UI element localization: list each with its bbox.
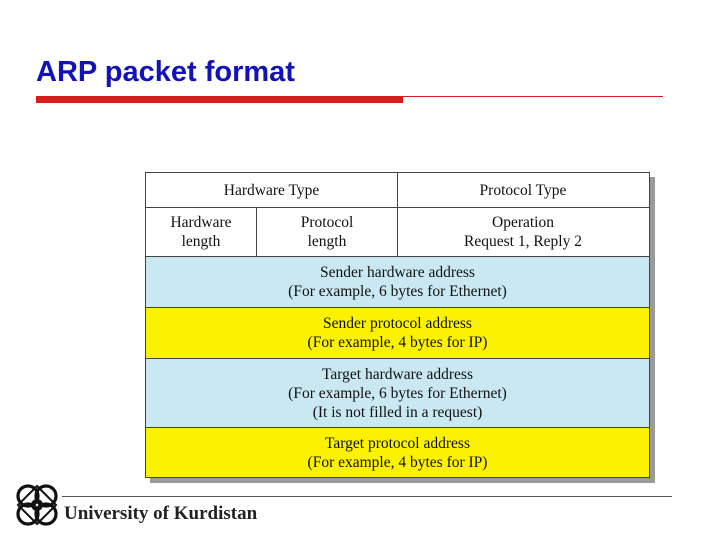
field-hardware-type-label: Hardware Type: [223, 181, 320, 199]
field-protocol-length: [256, 208, 397, 256]
sender-proto-line1: Sender protocol address: [323, 315, 472, 332]
field-operation-line1: Operation: [492, 214, 554, 231]
university-seal-icon: [12, 480, 62, 530]
packet-row-sender-hw: [146, 256, 649, 307]
packet-row-target-proto: [146, 427, 649, 477]
field-operation: [397, 208, 648, 256]
title-underline-bar: [36, 96, 403, 103]
target-hw-line3: (It is not filled in a request): [312, 403, 483, 421]
field-operation-line2: Request 1, Reply 2: [464, 233, 582, 250]
field-sender-protocol-address: [146, 308, 649, 358]
target-hw-line2: (For example, 6 bytes for Ethernet): [288, 384, 507, 402]
packet-row-types: [146, 173, 649, 207]
field-protocol-type: [397, 173, 648, 207]
title-underline-line: [403, 96, 663, 97]
field-sender-hardware-address: [146, 257, 649, 307]
field-hardware-length-line1: Hardware: [170, 214, 232, 231]
footer-divider: [62, 496, 672, 497]
arp-packet-diagram: [145, 172, 650, 478]
sender-hw-line2: (For example, 6 bytes for Ethernet): [288, 283, 507, 300]
sender-proto-line2: (For example, 4 bytes for IP): [307, 334, 488, 351]
target-proto-line1: Target protocol address: [325, 434, 470, 452]
field-protocol-length-line2: length: [307, 233, 347, 250]
field-hardware-length: [146, 208, 256, 256]
target-hw-line1: Target hardware address: [322, 365, 473, 383]
field-target-protocol-address: [146, 428, 649, 477]
packet-row-sender-proto: [146, 307, 649, 358]
field-hardware-length-line2: length: [181, 233, 221, 250]
sender-hw-line1: Sender hardware address: [320, 264, 475, 281]
field-protocol-length-line1: Protocol: [300, 214, 354, 231]
slide-title: ARP packet format: [36, 56, 295, 88]
footer-university-name: University of Kurdistan: [64, 503, 258, 524]
packet-row-lengths: [146, 207, 649, 256]
field-target-hardware-address: [146, 359, 649, 427]
field-hardware-type: [146, 173, 397, 207]
target-proto-line2: (For example, 4 bytes for IP): [307, 453, 488, 471]
packet-row-target-hw: [146, 358, 649, 427]
field-protocol-type-label: Protocol Type: [479, 181, 567, 199]
